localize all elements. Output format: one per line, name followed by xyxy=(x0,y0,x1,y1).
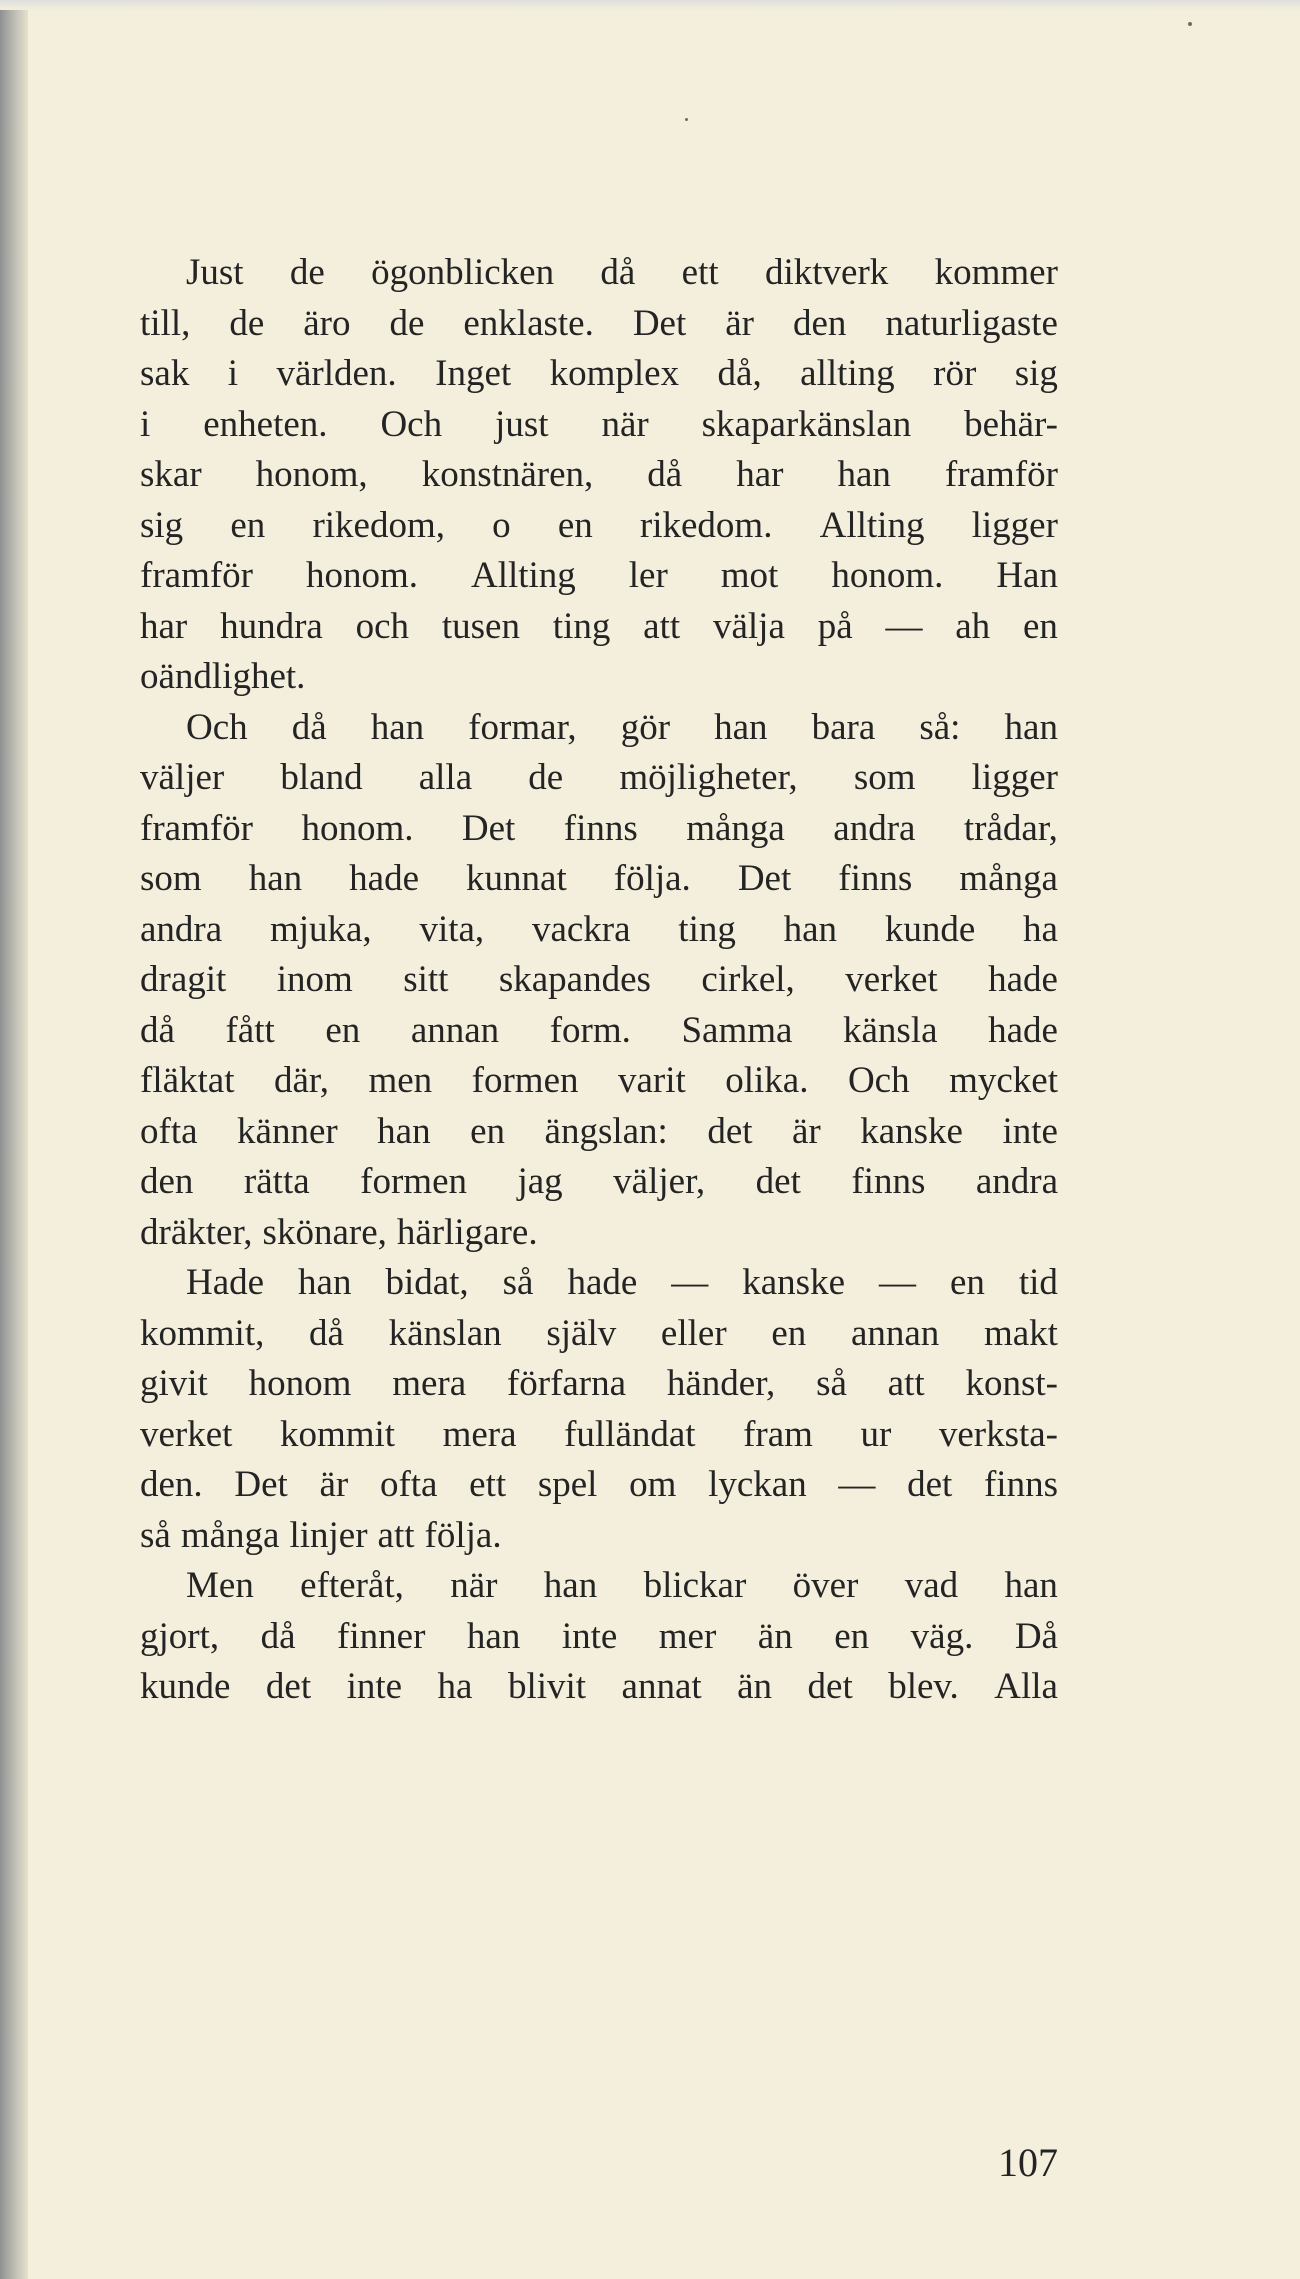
word: hade xyxy=(349,858,420,899)
word: sitt xyxy=(403,959,449,1000)
word: då xyxy=(647,454,683,495)
word: Och xyxy=(186,706,248,748)
word: honom, xyxy=(255,454,368,495)
word: där, xyxy=(273,1060,329,1101)
word: o xyxy=(492,504,511,546)
word: att xyxy=(887,1363,925,1404)
paragraph-2 xyxy=(140,703,1058,1259)
word: kunnat xyxy=(466,858,567,899)
text-line xyxy=(140,551,1058,602)
word: linjer xyxy=(289,1514,368,1556)
word: känslan xyxy=(388,1312,502,1354)
word: om xyxy=(629,1464,677,1505)
word: eller xyxy=(660,1312,727,1354)
text-line xyxy=(140,1056,1058,1107)
word: gjort, xyxy=(140,1615,220,1657)
word: ögonblicken xyxy=(371,252,555,293)
word: väg. xyxy=(910,1615,974,1657)
text-line xyxy=(140,1359,1058,1410)
word: kanske xyxy=(860,1110,963,1152)
word: andra xyxy=(833,807,916,849)
word: som xyxy=(140,858,202,899)
word: händer, xyxy=(666,1363,776,1404)
text-line xyxy=(140,854,1058,905)
word: finner xyxy=(337,1615,426,1657)
text-line xyxy=(140,1157,1058,1208)
text-line xyxy=(140,652,1058,703)
word: framför xyxy=(140,555,253,596)
word: en xyxy=(771,1312,807,1354)
binding-shadow xyxy=(0,0,28,2279)
word: andra xyxy=(140,908,223,950)
word: konst- xyxy=(965,1363,1058,1404)
word: behär- xyxy=(964,403,1058,445)
word: skapandes xyxy=(498,959,651,1000)
text-line xyxy=(140,955,1058,1006)
word: annan xyxy=(850,1312,940,1354)
word: kunde xyxy=(140,1666,231,1707)
word: de xyxy=(289,252,325,293)
word: skaparkänslan xyxy=(701,403,912,445)
word: inte xyxy=(1002,1110,1058,1152)
word: dräkter, xyxy=(140,1211,253,1253)
word: oändlighet. xyxy=(140,656,306,697)
word: ett xyxy=(469,1464,507,1505)
word: den xyxy=(792,302,847,344)
word: så xyxy=(816,1363,847,1404)
word: han xyxy=(370,706,425,748)
word: som xyxy=(853,757,916,798)
word: det xyxy=(265,1666,312,1707)
word: annan xyxy=(410,1009,500,1051)
word: i xyxy=(227,353,239,394)
word: då, xyxy=(717,353,762,394)
word: framför xyxy=(140,807,253,849)
word: då xyxy=(260,1615,296,1657)
word: de xyxy=(229,302,265,344)
word: de xyxy=(389,302,425,344)
paper-speck xyxy=(685,118,688,121)
word: då xyxy=(291,706,327,748)
word: rikedom, xyxy=(312,504,445,546)
word: världen. xyxy=(276,353,397,394)
word: hade xyxy=(567,1262,638,1303)
word: verket xyxy=(140,1413,233,1455)
word: andra xyxy=(975,1161,1058,1202)
word: vad xyxy=(904,1565,959,1606)
word: honom. xyxy=(301,807,414,849)
word: än xyxy=(737,1666,773,1707)
word: då xyxy=(309,1312,344,1354)
word: fått xyxy=(225,1009,275,1051)
word: han xyxy=(783,908,838,950)
word: ting xyxy=(678,908,736,950)
word: det xyxy=(755,1161,801,1202)
text-line xyxy=(140,450,1058,501)
word: möjligheter, xyxy=(619,757,798,798)
word: skönare, xyxy=(262,1211,387,1253)
word: han xyxy=(837,454,891,495)
word: Just xyxy=(186,252,244,293)
word: Det xyxy=(737,858,792,899)
word: mjuka, xyxy=(269,908,372,950)
word: han xyxy=(1004,706,1058,748)
text-line xyxy=(140,1561,1058,1612)
word: han xyxy=(377,1110,431,1152)
word: rikedom. xyxy=(639,504,773,546)
word: ett xyxy=(681,252,719,293)
word: formen xyxy=(471,1060,579,1101)
text-line xyxy=(140,804,1058,855)
word: på xyxy=(817,605,853,647)
word: är xyxy=(792,1110,821,1152)
paragraph-4 xyxy=(140,1561,1058,1713)
paragraph-3 xyxy=(140,1258,1058,1561)
word: till, xyxy=(140,302,191,344)
word: en xyxy=(325,1009,361,1051)
word: blickar xyxy=(643,1565,747,1606)
word: verksta- xyxy=(938,1413,1058,1455)
word: dragit xyxy=(140,959,227,1000)
word: Inget xyxy=(435,353,512,394)
word: framför xyxy=(944,454,1058,495)
word: rör xyxy=(933,353,977,394)
word: en xyxy=(470,1110,506,1152)
text-line xyxy=(140,1208,1058,1259)
word: en xyxy=(949,1262,985,1303)
word: konstnären, xyxy=(421,454,594,495)
word: sig xyxy=(140,504,184,546)
word: Då xyxy=(1014,1615,1058,1657)
word: då xyxy=(140,1009,175,1051)
word: fläktat xyxy=(140,1060,235,1101)
word: hundra xyxy=(220,605,323,647)
word: komplex xyxy=(549,353,680,394)
word: ha xyxy=(1023,908,1058,950)
word: så xyxy=(502,1262,534,1303)
word: finns xyxy=(563,807,638,849)
word: det xyxy=(807,1666,853,1707)
word: finns xyxy=(983,1464,1058,1505)
text-line xyxy=(140,299,1058,350)
word: och xyxy=(355,605,410,647)
word: Samma xyxy=(681,1009,793,1051)
word: ofta xyxy=(379,1464,438,1505)
word: enklaste. xyxy=(463,302,594,344)
word: han xyxy=(466,1615,521,1657)
word: följa. xyxy=(424,1514,502,1556)
word: ler xyxy=(628,555,668,596)
word: enheten. xyxy=(203,403,328,445)
word: verket xyxy=(845,959,938,1000)
word: ting xyxy=(552,605,611,647)
word: då xyxy=(600,252,636,293)
word: väljer xyxy=(140,757,225,798)
word: ofta xyxy=(140,1110,198,1152)
word: givit xyxy=(140,1363,208,1404)
word: det xyxy=(907,1464,953,1505)
word: tusen xyxy=(441,605,520,647)
word: så: xyxy=(919,706,961,748)
text-line xyxy=(140,1309,1058,1360)
word: rätta xyxy=(243,1161,310,1202)
word: ha xyxy=(437,1666,473,1707)
word: i xyxy=(140,403,151,445)
word: är xyxy=(725,302,754,344)
word: mot xyxy=(720,555,779,596)
text-line xyxy=(140,1511,1058,1562)
word: Allting xyxy=(819,504,925,546)
word: form. xyxy=(549,1009,631,1051)
word: många xyxy=(180,1514,280,1556)
text-line xyxy=(140,248,1058,299)
word: härligare. xyxy=(396,1211,538,1253)
word: mera xyxy=(392,1363,467,1404)
word: — xyxy=(878,1262,916,1303)
word: över xyxy=(792,1565,859,1606)
word: en xyxy=(557,504,593,546)
word: äro xyxy=(303,302,351,344)
word: formar, xyxy=(468,706,577,748)
page-number: 107 xyxy=(998,2140,1058,2185)
word: hade xyxy=(988,959,1058,1000)
word: en xyxy=(834,1615,870,1657)
word: kommit xyxy=(279,1413,396,1455)
word: inte xyxy=(346,1666,403,1707)
word: finns xyxy=(851,1161,926,1202)
word: makt xyxy=(983,1312,1058,1354)
word: han xyxy=(298,1262,352,1303)
word: mera xyxy=(442,1413,517,1455)
word: honom. xyxy=(305,555,418,596)
word: ligger xyxy=(971,504,1058,546)
word: väljer, xyxy=(613,1161,706,1202)
word: Alla xyxy=(994,1666,1058,1707)
word: att xyxy=(643,605,681,647)
word: vita, xyxy=(419,908,485,950)
word: när xyxy=(450,1565,498,1606)
word: han xyxy=(543,1565,598,1606)
word: den. xyxy=(140,1464,203,1505)
word: — xyxy=(671,1262,709,1303)
word: Allting xyxy=(470,555,576,596)
word: lyckan xyxy=(708,1464,807,1505)
word: det xyxy=(707,1110,753,1152)
word: när xyxy=(601,403,649,445)
word: Och xyxy=(380,403,443,445)
word: just xyxy=(495,403,549,445)
word: allting xyxy=(800,353,895,394)
word: tid xyxy=(1018,1262,1058,1303)
word: många xyxy=(686,807,785,849)
text-line xyxy=(140,905,1058,956)
word: Det xyxy=(461,807,516,849)
word: förfarna xyxy=(506,1363,627,1404)
word: vackra xyxy=(531,908,631,950)
word: mer xyxy=(658,1615,717,1657)
word: blivit xyxy=(507,1666,587,1707)
word: efteråt, xyxy=(300,1565,404,1606)
top-edge-shade xyxy=(0,0,1300,10)
text-line xyxy=(140,1107,1058,1158)
text-line xyxy=(140,1006,1058,1057)
word: hade xyxy=(988,1009,1058,1051)
text-line xyxy=(140,602,1058,653)
word: kunde xyxy=(884,908,976,950)
word: kommit, xyxy=(140,1312,265,1354)
word: inte xyxy=(561,1615,618,1657)
word: skar xyxy=(140,454,202,495)
word: trådar, xyxy=(963,807,1058,849)
word: de xyxy=(528,757,564,798)
word: alla xyxy=(418,757,473,798)
word: så xyxy=(140,1514,171,1556)
word: han xyxy=(714,706,768,748)
word: sak xyxy=(140,353,190,394)
word: än xyxy=(757,1615,793,1657)
word: Det xyxy=(632,302,687,344)
word: blev. xyxy=(888,1666,959,1707)
word: själv xyxy=(546,1312,617,1354)
word: en xyxy=(1023,605,1058,647)
word: den xyxy=(140,1161,194,1202)
word: har xyxy=(140,605,188,647)
text-line xyxy=(140,501,1058,552)
text-line xyxy=(140,349,1058,400)
word: finns xyxy=(838,858,913,899)
word: bland xyxy=(280,757,363,798)
word: Han xyxy=(996,555,1058,596)
word: ur xyxy=(860,1413,892,1455)
word: naturligaste xyxy=(885,302,1058,344)
word: är xyxy=(319,1464,349,1505)
word: sig xyxy=(1014,353,1058,394)
word: ängslan: xyxy=(544,1110,668,1152)
word: cirkel, xyxy=(701,959,795,1000)
text-line xyxy=(140,1460,1058,1511)
word: gör xyxy=(620,706,671,748)
paper-speck xyxy=(1188,22,1192,26)
word: han xyxy=(248,858,303,899)
word: Det xyxy=(234,1464,288,1505)
word: — xyxy=(885,605,923,647)
word: ah xyxy=(955,605,991,647)
text-line xyxy=(140,1258,1058,1309)
word: en xyxy=(230,504,266,546)
word: bidat, xyxy=(385,1262,469,1303)
paragraph-1 xyxy=(140,248,1058,703)
word: — xyxy=(838,1464,876,1505)
text-line xyxy=(140,753,1058,804)
word: mycket xyxy=(949,1060,1058,1101)
word: inom xyxy=(276,959,353,1000)
word: varit xyxy=(617,1060,686,1101)
word: jag xyxy=(517,1161,563,1202)
word: följa. xyxy=(613,858,691,899)
word: fulländat xyxy=(564,1413,696,1455)
word: han xyxy=(1004,1565,1058,1606)
text-line xyxy=(140,400,1058,451)
text-line xyxy=(140,1662,1058,1713)
word: känner xyxy=(237,1110,338,1152)
word: välja xyxy=(712,605,785,647)
word: formen xyxy=(360,1161,467,1202)
word: kommer xyxy=(934,252,1058,293)
word: att xyxy=(377,1514,415,1556)
word: kanske xyxy=(742,1262,845,1303)
word: ligger xyxy=(971,757,1058,798)
word: har xyxy=(736,454,784,495)
word: känsla xyxy=(843,1009,938,1051)
word: många xyxy=(959,858,1058,899)
word: olika. xyxy=(725,1060,809,1101)
word: diktverk xyxy=(764,252,889,293)
word: Hade xyxy=(186,1262,265,1303)
text-line xyxy=(140,1612,1058,1663)
word: men xyxy=(368,1060,433,1101)
text-line xyxy=(140,1410,1058,1461)
word: fram xyxy=(743,1413,813,1455)
text-line xyxy=(140,703,1058,754)
word: honom. xyxy=(831,555,944,596)
word: honom xyxy=(248,1363,352,1404)
page-body-text xyxy=(140,248,1058,1713)
word: Men xyxy=(186,1565,254,1606)
word: bara xyxy=(811,706,876,748)
word: Och xyxy=(847,1060,910,1101)
word: annat xyxy=(621,1666,702,1707)
word: spel xyxy=(537,1464,598,1505)
